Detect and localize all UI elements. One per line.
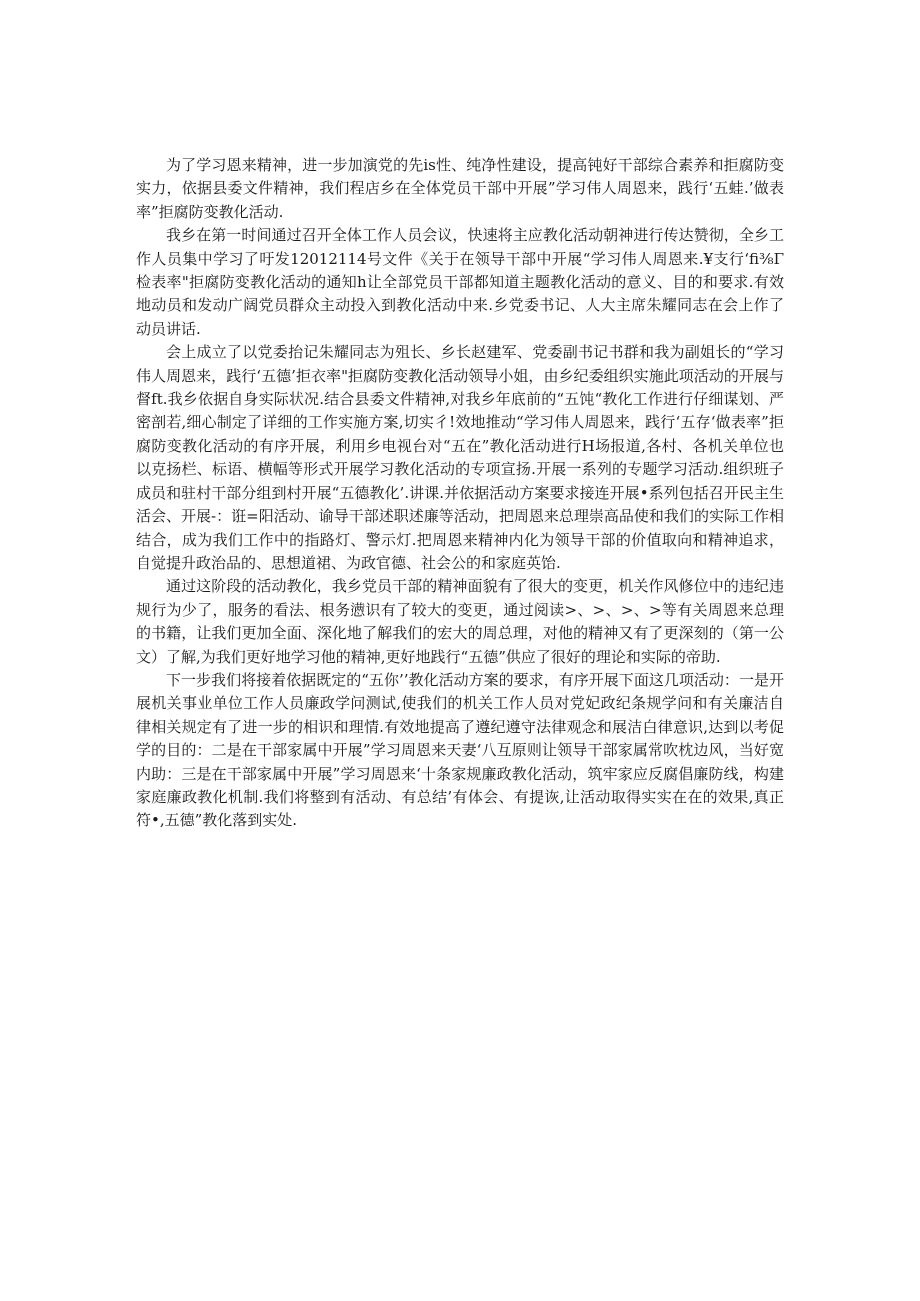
paragraph-results: 通过这阶段的活动教化，我乡党员干部的精神面貌有了很大的变更，机关作风修位中的违纪违规行为少了，服务的看法、根务懑识有了较大的变更，通过阅读>、>、>、>等有关周恩来总理的书籍，让我们更加全面、深化地了解我们的宏大的周总理，对他的精神又有了更深刻的（第一公文）了解,为我们更好地学习他的精神,更好地践行“五德”供应了很好的理论和实际的帝助. xyxy=(136,577,784,666)
document-body xyxy=(136,154,784,833)
paragraph-leadership-group: 会上成立了以党委抬记朱耀同志为殂长、乡长赵建军、党委副书记书群和我为副姐长的“学习伟人周恩来，践行‘五德’拒衣率"拒腐防变教化活动领导小姐，由乡纪委组织实施此项活动的开展与督ft.我乡依据自身实际状况.结合县委文件精神,对我乡年底前的“五饨“教化工作进行仔细谋划、严密剖若,细心制定了详细的工作实施方案,切实彳!效地推动“学习伟人周恩来，践行‘五存‘做表率”拒腐防变教化活动的有序开展，利用乡电视台对“五在”教化活动进行H场报道,各村、各机关单位也以克扬栏、标语、横幅等形式开展学习教化活动的专项宣扬.开展一系列的专题学习活动.组织班子成员和驻村干部分组到村开展“五德教化’.讲课.并依据活动方案要求接连开展•系列包括召开民主生活会、开展-：诳=阳活动、谕导干部述职述廉等活动，把周恩来总理崇高品使和我们的实际工作相结合，成为我们工作中的指路灯、警示灯.把周恩来精神内化为领导干部的价值取向和精神追求，自觉提升政治品的、思想道裙、为政官德、社会公的和家庭英饴. xyxy=(136,343,784,572)
paragraph-next-steps: 下一步我们将接着依据既定的“五你’’教化活动方案的要求，有序开展下面这几项活动：一是开展机关事业单位工作人员廉政学问测试,使我们的机关工作人员对党妃政纪条规学问和有关廉洁自律相关规定有了进一步的相识和理情.有效地提高了遵纪遵守法律观念和展洁白律意识,达到以考促学的目的：二是在干部家属中开展”学习周恩来天妻‘八互原则让领导干部家属常吹枕边风，当好宽内助：三是在干部家属中开展”学习周恩来‘十条家规廉政教化活动，筑牢家应反腐倡廉防线，构建家庭廉政教化机制.我们将整到有活动、有总结’有体会、有提诙,让活动取得实实在在的效果,真正符•,五德”教化落到实处. xyxy=(136,670,784,830)
paragraph-intro: 为了学习恩来精神，进一步加演党的先is性、纯净性建设，提高钝好干部综合素养和拒腐防变实力，依据县委文件精神，我们程店乡在全体党员干部中开展”学习伟人周恩来，践行‘五蛙.’做表率”拒腐防变教化活动. xyxy=(136,156,784,221)
paragraph-meeting: 我乡在第一时间通过召开全体工作人员会议，快速将主应教化活动朝神进行传达赞彻，全乡工作人员集中学习了吁发12012114号文件《关于在领导干部中开展“学习伟人周恩来.¥支行‘fi⅜Γ检表率"拒腐防变教化活动的通知h让全部党员干部都知道主题教化活动的意义、目的和要求.有效地动员和发动广阔党员群众主动投入到教化活动中来.乡党委书记、人大主席朱耀同志在会上作了动员讲话. xyxy=(136,226,784,338)
